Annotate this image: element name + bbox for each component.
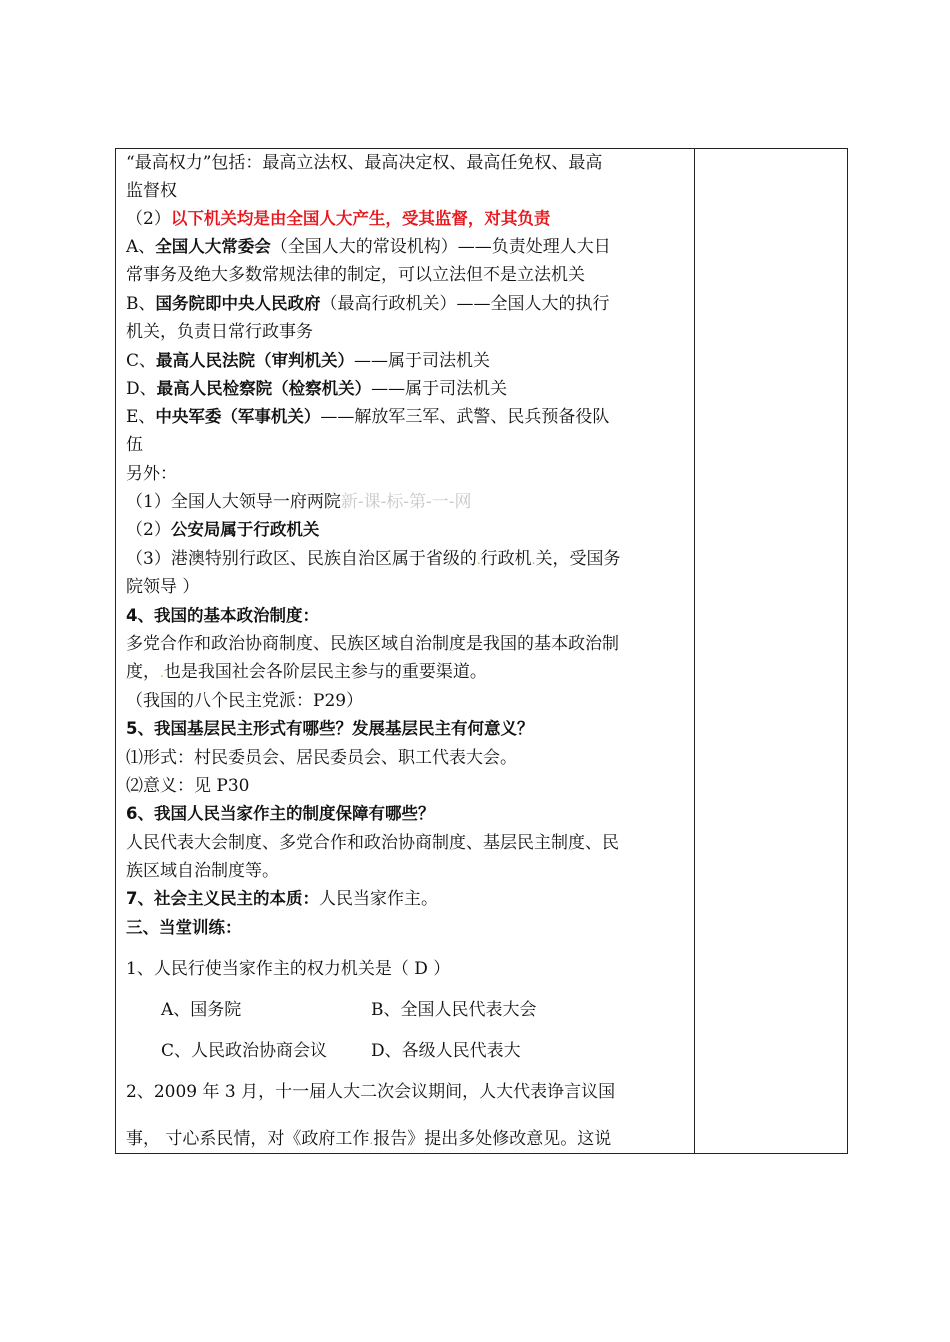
line-text: （最高行政机关）——全国人大的执行 xyxy=(320,294,610,314)
section-heading: 6、我国人民当家作主的制度保障有哪些？ xyxy=(126,804,435,823)
text-line: （我国的八个民主党派：P29） xyxy=(126,691,364,711)
text-line: “最高权力”包括：最高立法权、最高决定权、最高任免权、最高 xyxy=(126,153,603,173)
line-prefix: （2） xyxy=(126,209,171,229)
line-text: 度， xyxy=(126,662,160,682)
section-heading: 5、我国基层民主形式有哪些？发展基层民主有何意义？ xyxy=(126,719,534,738)
text-line: 另外： xyxy=(126,464,177,484)
line-prefix: B、 xyxy=(126,294,156,314)
line-prefix: （2） xyxy=(126,520,171,540)
line-text: （全国人大的常设机构）——负责处理人大日 xyxy=(270,237,611,257)
bold-text: 最高人民检察院（检察机关） xyxy=(156,379,372,398)
text-line xyxy=(126,293,610,315)
text-line xyxy=(126,378,507,400)
text-line xyxy=(126,236,611,258)
line-prefix: E、 xyxy=(126,407,156,427)
text-line xyxy=(126,350,490,372)
text-line: ⑴形式：村民委员会、居民委员会、职工代表大会。 xyxy=(126,748,517,768)
line-text: 也是我国社会各阶层民主参与的重要渠道。 xyxy=(163,662,487,682)
line-prefix: D、 xyxy=(126,379,157,399)
line-text: ——属于司法机关 xyxy=(354,351,491,371)
text-line xyxy=(126,406,609,428)
bold-text: 国务院即中央人民政府 xyxy=(155,294,321,313)
dot-mark: . xyxy=(476,553,481,567)
line-text: 行政机 xyxy=(480,549,532,569)
text-line: 机关，负责日常行政事务 xyxy=(126,322,313,342)
option-b: B、全国人民代表大会 xyxy=(371,1000,537,1020)
section-heading: 4、我国的基本政治制度： xyxy=(126,606,319,625)
line-text: 报告》提出多处修改意见。这说 xyxy=(373,1129,612,1149)
text-line: 多党合作和政治协商制度、民族区域自治制度是我国的基本政治制 xyxy=(126,634,619,654)
line-text: （1）全国人大领导一府两院 xyxy=(126,492,341,512)
option-a: A、国务院 xyxy=(161,1000,242,1020)
text-line xyxy=(126,491,472,513)
section-heading: 三、当堂训练： xyxy=(126,918,242,937)
text-line: 人民代表大会制度、多党合作和政治协商制度、基层民主制度、民 xyxy=(126,833,619,853)
line-text: ——属于司法机关 xyxy=(371,379,508,399)
line-text: 关，受国务 xyxy=(535,549,621,569)
text-line: ⑵意义：见 P30 xyxy=(126,776,250,796)
bold-text: 7、社会主义民主的本质： xyxy=(126,889,319,908)
question-text xyxy=(126,1128,611,1151)
option-d: D、各级人民代表大 xyxy=(371,1041,521,1061)
line-text: 人民当家作主。 xyxy=(318,889,438,909)
bold-text: 公安局属于行政机关 xyxy=(170,520,320,539)
question-text: 1、人民行使当家作主的权力机关是（ D ） xyxy=(126,959,451,979)
text-line xyxy=(126,519,319,541)
bold-text: 最高人民法院（审判机关） xyxy=(156,351,355,370)
bold-text: 中央军委（军事机关） xyxy=(155,407,321,426)
dot-mark: . xyxy=(369,1133,374,1147)
text-line: 常事务及绝大多数常规法律的制定，可以立法但不是立法机关 xyxy=(126,265,585,285)
text-line: 族区域自治制度等。 xyxy=(126,861,279,881)
text-line: 监督权 xyxy=(126,181,177,201)
text-line xyxy=(126,548,620,571)
line-text: （3）港澳特别行政区、民族自治区属于省级的 xyxy=(126,549,477,569)
line-prefix: C、 xyxy=(126,351,157,371)
line-prefix: A、 xyxy=(126,237,156,257)
line-text: ——解放军三军、武警、民兵预备役队 xyxy=(320,407,610,427)
table-column-divider xyxy=(694,148,695,1154)
text-line xyxy=(126,208,550,230)
line-text: 事， 寸心系民情，对《政府工作 xyxy=(126,1129,370,1149)
bold-text: 全国人大常委会 xyxy=(155,237,271,256)
text-line: 院领导 ） xyxy=(126,577,200,597)
option-c: C、人民政治协商会议 xyxy=(161,1041,328,1061)
question-text: 2、2009 年 3 月，十一届人大二次会议期间，人大代表诤言议国 xyxy=(126,1082,616,1102)
dot-mark: . xyxy=(160,666,164,680)
text-line xyxy=(126,661,487,684)
watermark-text: 新-课-标-第-一-网 xyxy=(340,492,472,512)
text-line: 伍 xyxy=(126,435,143,455)
dot-mark: . xyxy=(531,553,536,567)
red-bold-text: 以下机关均是由全国人大产生，受其监督，对其负责 xyxy=(170,209,551,228)
text-line xyxy=(126,888,438,910)
